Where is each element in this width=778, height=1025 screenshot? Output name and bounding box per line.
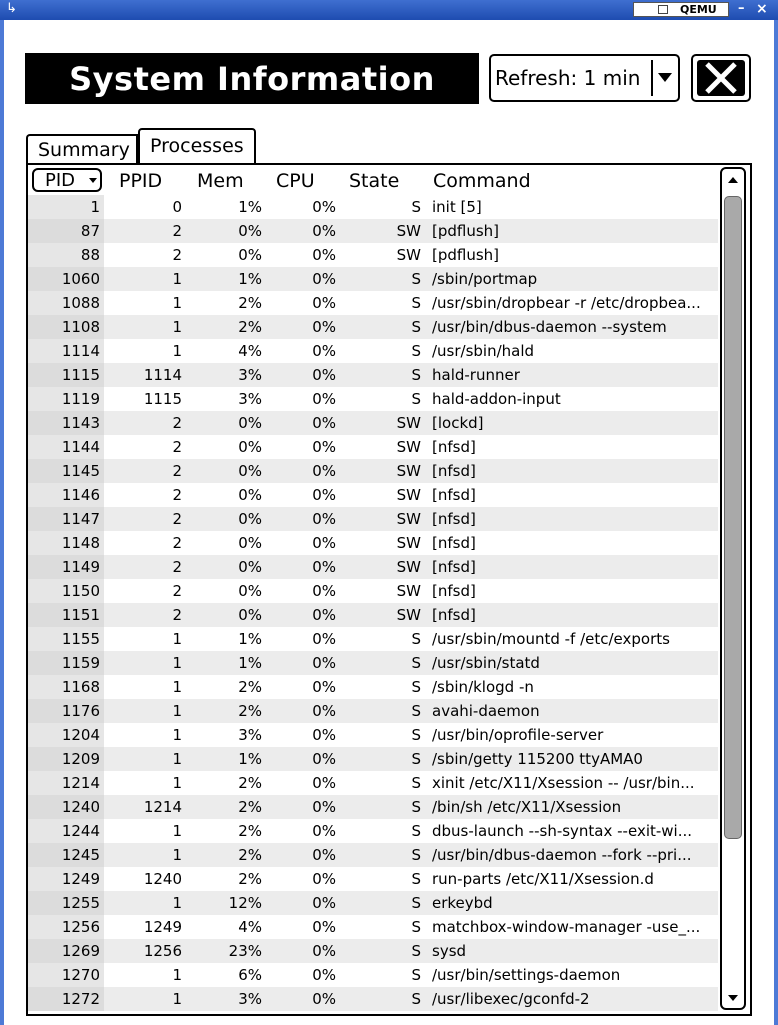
- cell-command: /sbin/klogd -n: [432, 678, 534, 696]
- cell-command: /usr/sbin/statd: [432, 654, 540, 672]
- cell-state: S: [411, 630, 421, 648]
- cell-state: S: [411, 798, 421, 816]
- cell-ppid: 1: [172, 894, 182, 912]
- cell-pid: 1249: [28, 867, 104, 891]
- cell-mem: 1%: [238, 630, 262, 648]
- window-border-right: [774, 20, 778, 1025]
- cell-ppid: 2: [172, 246, 182, 264]
- cell-pid: 1159: [28, 651, 104, 675]
- table-row[interactable]: [28, 891, 718, 915]
- window-icon: [658, 5, 668, 14]
- cell-state: SW: [396, 510, 421, 528]
- cell-state: S: [411, 870, 421, 888]
- cell-state: S: [411, 678, 421, 696]
- cell-mem: 1%: [238, 270, 262, 288]
- cell-state: SW: [396, 486, 421, 504]
- cell-command: /usr/bin/oprofile-server: [432, 726, 604, 744]
- cell-state: S: [411, 342, 421, 360]
- cell-state: S: [411, 270, 421, 288]
- cell-mem: 0%: [238, 558, 262, 576]
- cell-pid: 1272: [28, 987, 104, 1011]
- cell-ppid: 2: [172, 534, 182, 552]
- cell-ppid: 1: [172, 654, 182, 672]
- cell-pid: 1147: [28, 507, 104, 531]
- column-header-pid[interactable]: [32, 168, 102, 192]
- cell-state: SW: [396, 246, 421, 264]
- table-row[interactable]: [28, 771, 718, 795]
- column-header-command[interactable]: Command: [433, 170, 531, 192]
- cell-command: dbus-launch --sh-syntax --exit-wi...: [432, 822, 693, 840]
- cell-pid: 1209: [28, 747, 104, 771]
- cell-mem: 2%: [238, 870, 262, 888]
- window-menu-icon[interactable]: ↳: [6, 1, 17, 16]
- table-row[interactable]: [28, 963, 718, 987]
- window-title-box[interactable]: [633, 2, 729, 17]
- dropdown-divider: [651, 60, 653, 96]
- cell-pid: 1119: [28, 387, 104, 411]
- cell-pid: 1245: [28, 843, 104, 867]
- cell-command: /usr/bin/dbus-daemon --system: [432, 318, 667, 336]
- cell-state: S: [411, 846, 421, 864]
- cell-state: S: [411, 726, 421, 744]
- refresh-label: Refresh: 1 min: [495, 66, 641, 90]
- cell-command: [nfsd]: [432, 534, 476, 552]
- cell-cpu: 0%: [312, 486, 336, 504]
- cell-state: S: [411, 366, 421, 384]
- cell-command: matchbox-window-manager -use_...: [432, 918, 701, 936]
- cell-mem: 3%: [238, 726, 262, 744]
- cell-state: S: [411, 966, 421, 984]
- cell-state: S: [411, 942, 421, 960]
- cell-ppid: 2: [172, 510, 182, 528]
- cell-mem: 4%: [238, 342, 262, 360]
- cell-ppid: 2: [172, 438, 182, 456]
- cell-mem: 0%: [238, 222, 262, 240]
- cell-cpu: 0%: [312, 846, 336, 864]
- cell-state: SW: [396, 606, 421, 624]
- cell-pid: 1146: [28, 483, 104, 507]
- cell-state: S: [411, 774, 421, 792]
- cell-command: sysd: [432, 942, 467, 960]
- table-row[interactable]: [28, 675, 718, 699]
- table-row[interactable]: [28, 603, 718, 627]
- table-row[interactable]: [28, 387, 718, 411]
- cell-cpu: 0%: [312, 750, 336, 768]
- scroll-up-icon[interactable]: [728, 177, 738, 183]
- cell-ppid: 1: [172, 774, 182, 792]
- cell-ppid: 2: [172, 582, 182, 600]
- cell-command: [pdflush]: [432, 246, 500, 264]
- table-row[interactable]: [28, 795, 718, 819]
- cell-command: erkeybd: [432, 894, 493, 912]
- cell-state: S: [411, 894, 421, 912]
- vertical-scrollbar[interactable]: [720, 167, 746, 1010]
- cell-command: /usr/bin/settings-daemon: [432, 966, 621, 984]
- cell-cpu: 0%: [312, 198, 336, 216]
- window-titlebar: [0, 0, 778, 20]
- cell-mem: 0%: [238, 246, 262, 264]
- cell-pid: 1150: [28, 579, 104, 603]
- cell-command: [nfsd]: [432, 582, 476, 600]
- cell-cpu: 0%: [312, 678, 336, 696]
- cell-ppid: 1: [172, 822, 182, 840]
- cell-cpu: 0%: [312, 534, 336, 552]
- cell-command: avahi-daemon: [432, 702, 540, 720]
- column-header-pid-label: PID: [45, 170, 76, 191]
- table-row[interactable]: [28, 867, 718, 891]
- table-row[interactable]: [28, 459, 718, 483]
- cell-ppid: 1: [172, 270, 182, 288]
- cell-cpu: 0%: [312, 918, 336, 936]
- scrollbar-thumb[interactable]: [724, 196, 742, 839]
- page-title: System Information: [25, 53, 479, 104]
- cell-command: /usr/sbin/mountd -f /etc/exports: [432, 630, 670, 648]
- cell-mem: 3%: [238, 366, 262, 384]
- cell-command: hald-runner: [432, 366, 520, 384]
- tab-summary[interactable]: Summary: [26, 134, 138, 164]
- cell-mem: 0%: [238, 606, 262, 624]
- table-row[interactable]: [28, 579, 718, 603]
- column-header-ppid[interactable]: PPID: [119, 170, 163, 192]
- cell-command: /sbin/portmap: [432, 270, 538, 288]
- cell-state: SW: [396, 438, 421, 456]
- table-row[interactable]: [28, 315, 718, 339]
- table-row[interactable]: [28, 843, 718, 867]
- tab-processes[interactable]: Processes: [138, 128, 256, 164]
- cell-ppid: 1214: [143, 798, 182, 816]
- cell-cpu: 0%: [312, 654, 336, 672]
- cell-command: [pdflush]: [432, 222, 500, 240]
- table-row[interactable]: [28, 363, 718, 387]
- cell-state: S: [411, 390, 421, 408]
- cell-state: S: [411, 294, 421, 312]
- cell-ppid: 1: [172, 318, 182, 336]
- cell-command: xinit /etc/X11/Xsession -- /usr/bin...: [432, 774, 695, 792]
- cell-pid: 1088: [28, 291, 104, 315]
- cell-pid: 1151: [28, 603, 104, 627]
- cell-cpu: 0%: [312, 822, 336, 840]
- cell-ppid: 1: [172, 342, 182, 360]
- cell-state: S: [411, 318, 421, 336]
- cell-ppid: 1: [172, 702, 182, 720]
- cell-mem: 12%: [228, 894, 262, 912]
- cell-pid: 1144: [28, 435, 104, 459]
- cell-mem: 2%: [238, 702, 262, 720]
- cell-ppid: 1: [172, 630, 182, 648]
- cell-command: [lockd]: [432, 414, 484, 432]
- window-title: QEMU: [680, 3, 717, 16]
- cell-mem: 4%: [238, 918, 262, 936]
- cell-pid: 1256: [28, 915, 104, 939]
- refresh-dropdown[interactable]: [489, 54, 680, 102]
- cell-cpu: 0%: [312, 630, 336, 648]
- cell-mem: 0%: [238, 534, 262, 552]
- cell-cpu: 0%: [312, 606, 336, 624]
- cell-mem: 1%: [238, 750, 262, 768]
- cell-cpu: 0%: [312, 342, 336, 360]
- cell-state: SW: [396, 462, 421, 480]
- cell-mem: 2%: [238, 798, 262, 816]
- cell-cpu: 0%: [312, 870, 336, 888]
- cell-command: run-parts /etc/X11/Xsession.d: [432, 870, 654, 888]
- cell-mem: 2%: [238, 318, 262, 336]
- cell-command: [nfsd]: [432, 606, 476, 624]
- window-close-icon[interactable]: ×: [756, 1, 768, 17]
- cell-state: S: [411, 750, 421, 768]
- cell-mem: 6%: [238, 966, 262, 984]
- cell-ppid: 1: [172, 966, 182, 984]
- cell-cpu: 0%: [312, 798, 336, 816]
- cell-command: /usr/libexec/gconfd-2: [432, 990, 590, 1008]
- cell-cpu: 0%: [312, 558, 336, 576]
- cell-mem: 1%: [238, 654, 262, 672]
- table-row[interactable]: [28, 411, 718, 435]
- cell-mem: 2%: [238, 774, 262, 792]
- table-row[interactable]: [28, 747, 718, 771]
- cell-ppid: 1: [172, 726, 182, 744]
- cell-cpu: 0%: [312, 318, 336, 336]
- cell-state: S: [411, 702, 421, 720]
- cell-mem: 3%: [238, 990, 262, 1008]
- cell-cpu: 0%: [312, 990, 336, 1008]
- cell-ppid: 2: [172, 486, 182, 504]
- table-row[interactable]: [28, 555, 718, 579]
- table-row[interactable]: [28, 531, 718, 555]
- cell-cpu: 0%: [312, 294, 336, 312]
- cell-pid: 1: [28, 195, 104, 219]
- cell-mem: 0%: [238, 582, 262, 600]
- table-row[interactable]: [28, 267, 718, 291]
- cell-command: init [5]: [432, 198, 482, 216]
- table-row[interactable]: [28, 915, 718, 939]
- cell-command: [nfsd]: [432, 486, 476, 504]
- cell-pid: 1240: [28, 795, 104, 819]
- cell-command: [nfsd]: [432, 462, 476, 480]
- cell-mem: 2%: [238, 294, 262, 312]
- table-row[interactable]: [28, 699, 718, 723]
- cell-ppid: 1249: [143, 918, 182, 936]
- cell-pid: 1143: [28, 411, 104, 435]
- table-row[interactable]: [28, 819, 718, 843]
- cell-mem: 0%: [238, 414, 262, 432]
- cell-mem: 0%: [238, 462, 262, 480]
- table-row[interactable]: [28, 243, 718, 267]
- table-row[interactable]: [28, 723, 718, 747]
- cell-cpu: 0%: [312, 966, 336, 984]
- cell-state: S: [411, 822, 421, 840]
- column-header-mem[interactable]: Mem: [197, 170, 244, 192]
- cell-ppid: 1240: [143, 870, 182, 888]
- cell-mem: 3%: [238, 390, 262, 408]
- table-row[interactable]: [28, 483, 718, 507]
- cell-state: SW: [396, 558, 421, 576]
- minimize-icon[interactable]: –: [738, 1, 745, 16]
- cell-state: S: [411, 918, 421, 936]
- table-row[interactable]: [28, 291, 718, 315]
- cell-ppid: 1115: [143, 390, 182, 408]
- cell-ppid: 1: [172, 678, 182, 696]
- cell-command: /usr/sbin/hald: [432, 342, 535, 360]
- table-row[interactable]: [28, 219, 718, 243]
- cell-mem: 0%: [238, 510, 262, 528]
- cell-pid: 88: [28, 243, 104, 267]
- cell-ppid: 2: [172, 414, 182, 432]
- cell-pid: 1145: [28, 459, 104, 483]
- cell-pid: 1270: [28, 963, 104, 987]
- table-row[interactable]: [28, 627, 718, 651]
- cell-mem: 2%: [238, 846, 262, 864]
- cell-ppid: 2: [172, 558, 182, 576]
- cell-state: SW: [396, 582, 421, 600]
- cell-cpu: 0%: [312, 510, 336, 528]
- cell-pid: 1255: [28, 891, 104, 915]
- cell-state: S: [411, 198, 421, 216]
- cell-pid: 1155: [28, 627, 104, 651]
- cell-cpu: 0%: [312, 942, 336, 960]
- cell-ppid: 1: [172, 294, 182, 312]
- cell-ppid: 2: [172, 462, 182, 480]
- cell-command: /sbin/getty 115200 ttyAMA0: [432, 750, 643, 768]
- cell-command: [nfsd]: [432, 558, 476, 576]
- cell-cpu: 0%: [312, 414, 336, 432]
- window-border-left: [0, 20, 4, 1025]
- table-row[interactable]: [28, 651, 718, 675]
- process-rows: [28, 195, 718, 1011]
- close-button[interactable]: [691, 54, 751, 102]
- cell-mem: 0%: [238, 486, 262, 504]
- cell-cpu: 0%: [312, 726, 336, 744]
- cell-mem: 0%: [238, 438, 262, 456]
- cell-state: SW: [396, 414, 421, 432]
- table-row[interactable]: [28, 339, 718, 363]
- scroll-down-icon[interactable]: [728, 995, 738, 1001]
- close-icon: [697, 60, 745, 96]
- cell-mem: 2%: [238, 678, 262, 696]
- cell-pid: 1149: [28, 555, 104, 579]
- cell-pid: 1108: [28, 315, 104, 339]
- cell-mem: 1%: [238, 198, 262, 216]
- cell-command: [nfsd]: [432, 510, 476, 528]
- column-header-cpu[interactable]: CPU: [276, 170, 315, 192]
- cell-cpu: 0%: [312, 702, 336, 720]
- cell-pid: 1176: [28, 699, 104, 723]
- cell-ppid: 2: [172, 606, 182, 624]
- cell-ppid: 1: [172, 750, 182, 768]
- cell-cpu: 0%: [312, 366, 336, 384]
- cell-cpu: 0%: [312, 222, 336, 240]
- cell-cpu: 0%: [312, 582, 336, 600]
- cell-ppid: 1256: [143, 942, 182, 960]
- cell-pid: 1148: [28, 531, 104, 555]
- cell-command: [nfsd]: [432, 438, 476, 456]
- table-row[interactable]: [28, 195, 718, 219]
- cell-mem: 23%: [228, 942, 262, 960]
- cell-command: /usr/bin/dbus-daemon --fork --pri...: [432, 846, 692, 864]
- cell-cpu: 0%: [312, 774, 336, 792]
- cell-pid: 1204: [28, 723, 104, 747]
- cell-pid: 1269: [28, 939, 104, 963]
- cell-cpu: 0%: [312, 270, 336, 288]
- chevron-down-icon[interactable]: [658, 73, 672, 82]
- cell-state: S: [411, 990, 421, 1008]
- cell-command: /bin/sh /etc/X11/Xsession: [432, 798, 622, 816]
- cell-ppid: 1114: [143, 366, 182, 384]
- cell-state: S: [411, 654, 421, 672]
- cell-cpu: 0%: [312, 246, 336, 264]
- cell-ppid: 0: [172, 198, 182, 216]
- cell-pid: 1214: [28, 771, 104, 795]
- cell-pid: 1114: [28, 339, 104, 363]
- cell-ppid: 2: [172, 222, 182, 240]
- cell-pid: 1115: [28, 363, 104, 387]
- cell-command: /usr/sbin/dropbear -r /etc/dropbea...: [432, 294, 701, 312]
- table-row[interactable]: [28, 939, 718, 963]
- cell-cpu: 0%: [312, 438, 336, 456]
- table-row[interactable]: [28, 987, 718, 1011]
- process-panel: [26, 163, 752, 1016]
- column-header-state[interactable]: State: [349, 170, 400, 192]
- cell-pid: 1060: [28, 267, 104, 291]
- cell-pid: 87: [28, 219, 104, 243]
- table-row[interactable]: [28, 507, 718, 531]
- cell-cpu: 0%: [312, 894, 336, 912]
- cell-state: SW: [396, 222, 421, 240]
- cell-ppid: 1: [172, 990, 182, 1008]
- cell-cpu: 0%: [312, 390, 336, 408]
- sort-down-icon: [89, 178, 97, 183]
- cell-cpu: 0%: [312, 462, 336, 480]
- cell-ppid: 1: [172, 846, 182, 864]
- cell-pid: 1244: [28, 819, 104, 843]
- cell-command: hald-addon-input: [432, 390, 561, 408]
- cell-state: SW: [396, 534, 421, 552]
- table-row[interactable]: [28, 435, 718, 459]
- process-list: [28, 165, 718, 1014]
- cell-mem: 2%: [238, 822, 262, 840]
- cell-pid: 1168: [28, 675, 104, 699]
